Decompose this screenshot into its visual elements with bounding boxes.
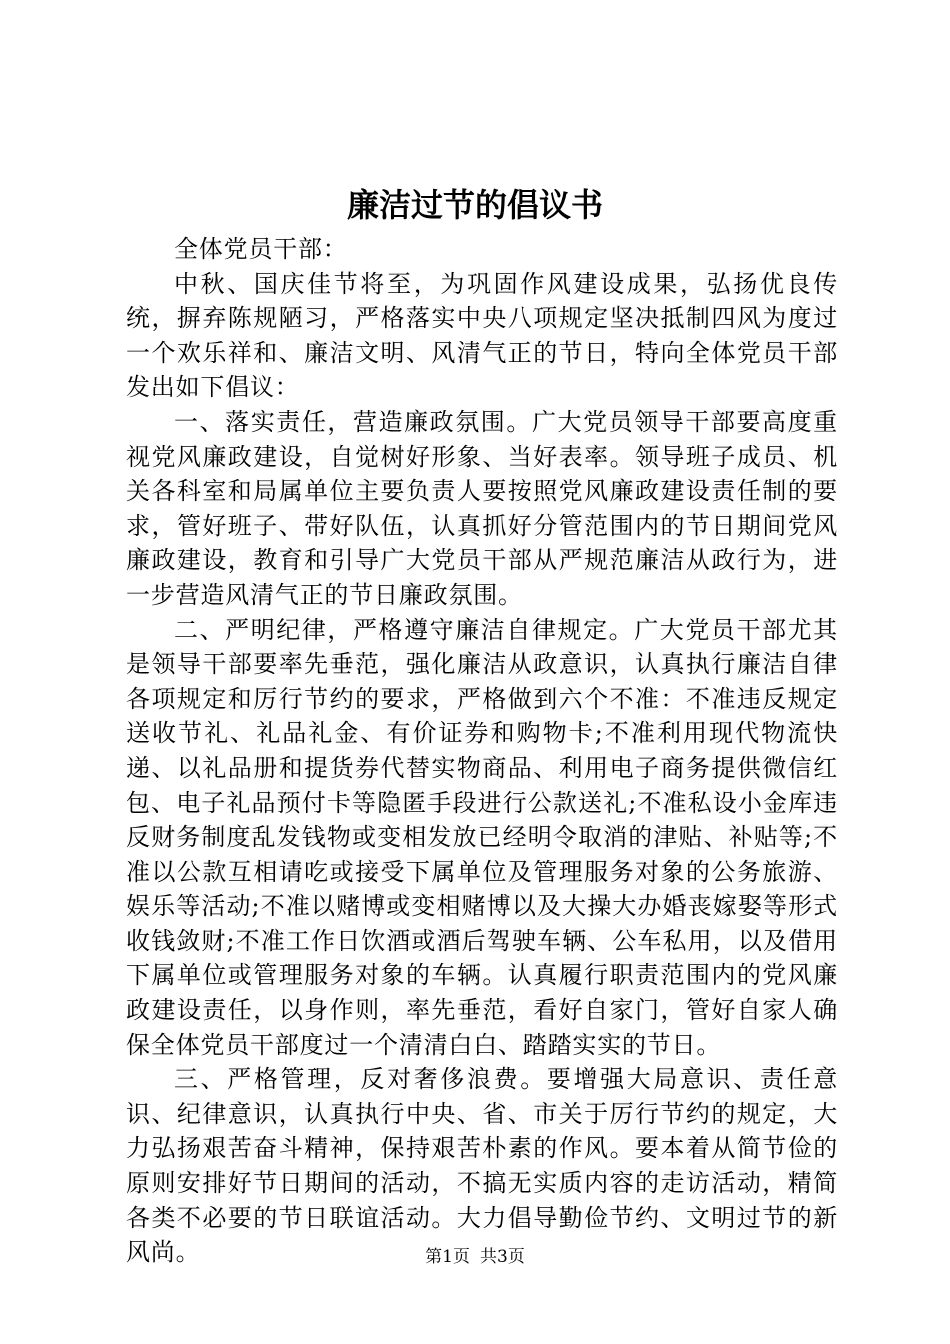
document-title: 廉洁过节的倡议书 <box>346 186 603 224</box>
document-body <box>126 232 838 1270</box>
intro-paragraph: 中秋、国庆佳节将至，为巩固作风建设成果，弘扬优良传统，摒弃陈规陋习，严格落实中央八项规定坚决抵制四风为度过一个欢乐祥和、廉洁文明、风清气正的节日，特向全体党员干部发出如下倡议： <box>126 269 838 402</box>
section-three-paragraph: 三、严格管理，反对奢侈浪费。要增强大局意识、责任意识、纪律意识，认真执行中央、省、市关于厉行节约的规定，大力弘扬艰苦奋斗精神，保持艰苦朴素的作风。要本着从简节俭的原则安排好节日期间的活动，不搞无实质内容的走访活动，精简各类不必要的节日联谊活动。大力倡导勤俭节约、文明过节的新风尚。 <box>126 1065 838 1267</box>
page-footer <box>0 1246 950 1268</box>
section-one-paragraph: 一、落实责任，营造廉政氛围。广大党员领导干部要高度重视党风廉政建设，自觉树好形象、当好表率。领导班子成员、机关各科室和局属单位主要负责人要按照党风廉政建设责任制的要求，管好班子、带好队伍，认真抓好分管范围内的节日期间党风廉政建设，教育和引导广大党员干部从严规范廉洁从政行为，进一步营造风清气正的节日廉政氛围。 <box>126 407 838 609</box>
page-total: 共3页 <box>480 1247 525 1267</box>
salutation: 全体党员干部： <box>174 235 348 263</box>
page-number: 第1页 <box>425 1247 470 1267</box>
section-two-paragraph: 二、严明纪律，严格遵守廉洁自律规定。广大党员干部尤其是领导干部要率先垂范，强化廉洁从政意识，认真执行廉洁自律各项规定和厉行节约的要求，严格做到六个不准：不准违反规定送收节礼、礼品礼金、有价证券和购物卡;不准利用现代物流快递、以礼品册和提货券代替实物商品、利用电子商务提供微信红包、电子礼品预付卡等隐匿手段进行公款送礼;不准私设小金库违反财务制度乱发钱物或变相发放已经明令取消的津贴、补贴等;不准以公款互相请吃或接受下属单位及管理服务对象的公务旅游、娱乐等活动;不准以赌博或变相赌博以及大操大办婚丧嫁娶等形式收钱敛财;不准工作日饮酒或酒后驾驶车辆、公车私用，以及借用下属单位或管理服务对象的车辆。认真履行职责范围内的党风廉政建设责任，以身作则，率先垂范，看好自家门，管好自家人确保全体党员干部度过一个清清白白、踏踏实实的节日。 <box>126 615 838 1059</box>
